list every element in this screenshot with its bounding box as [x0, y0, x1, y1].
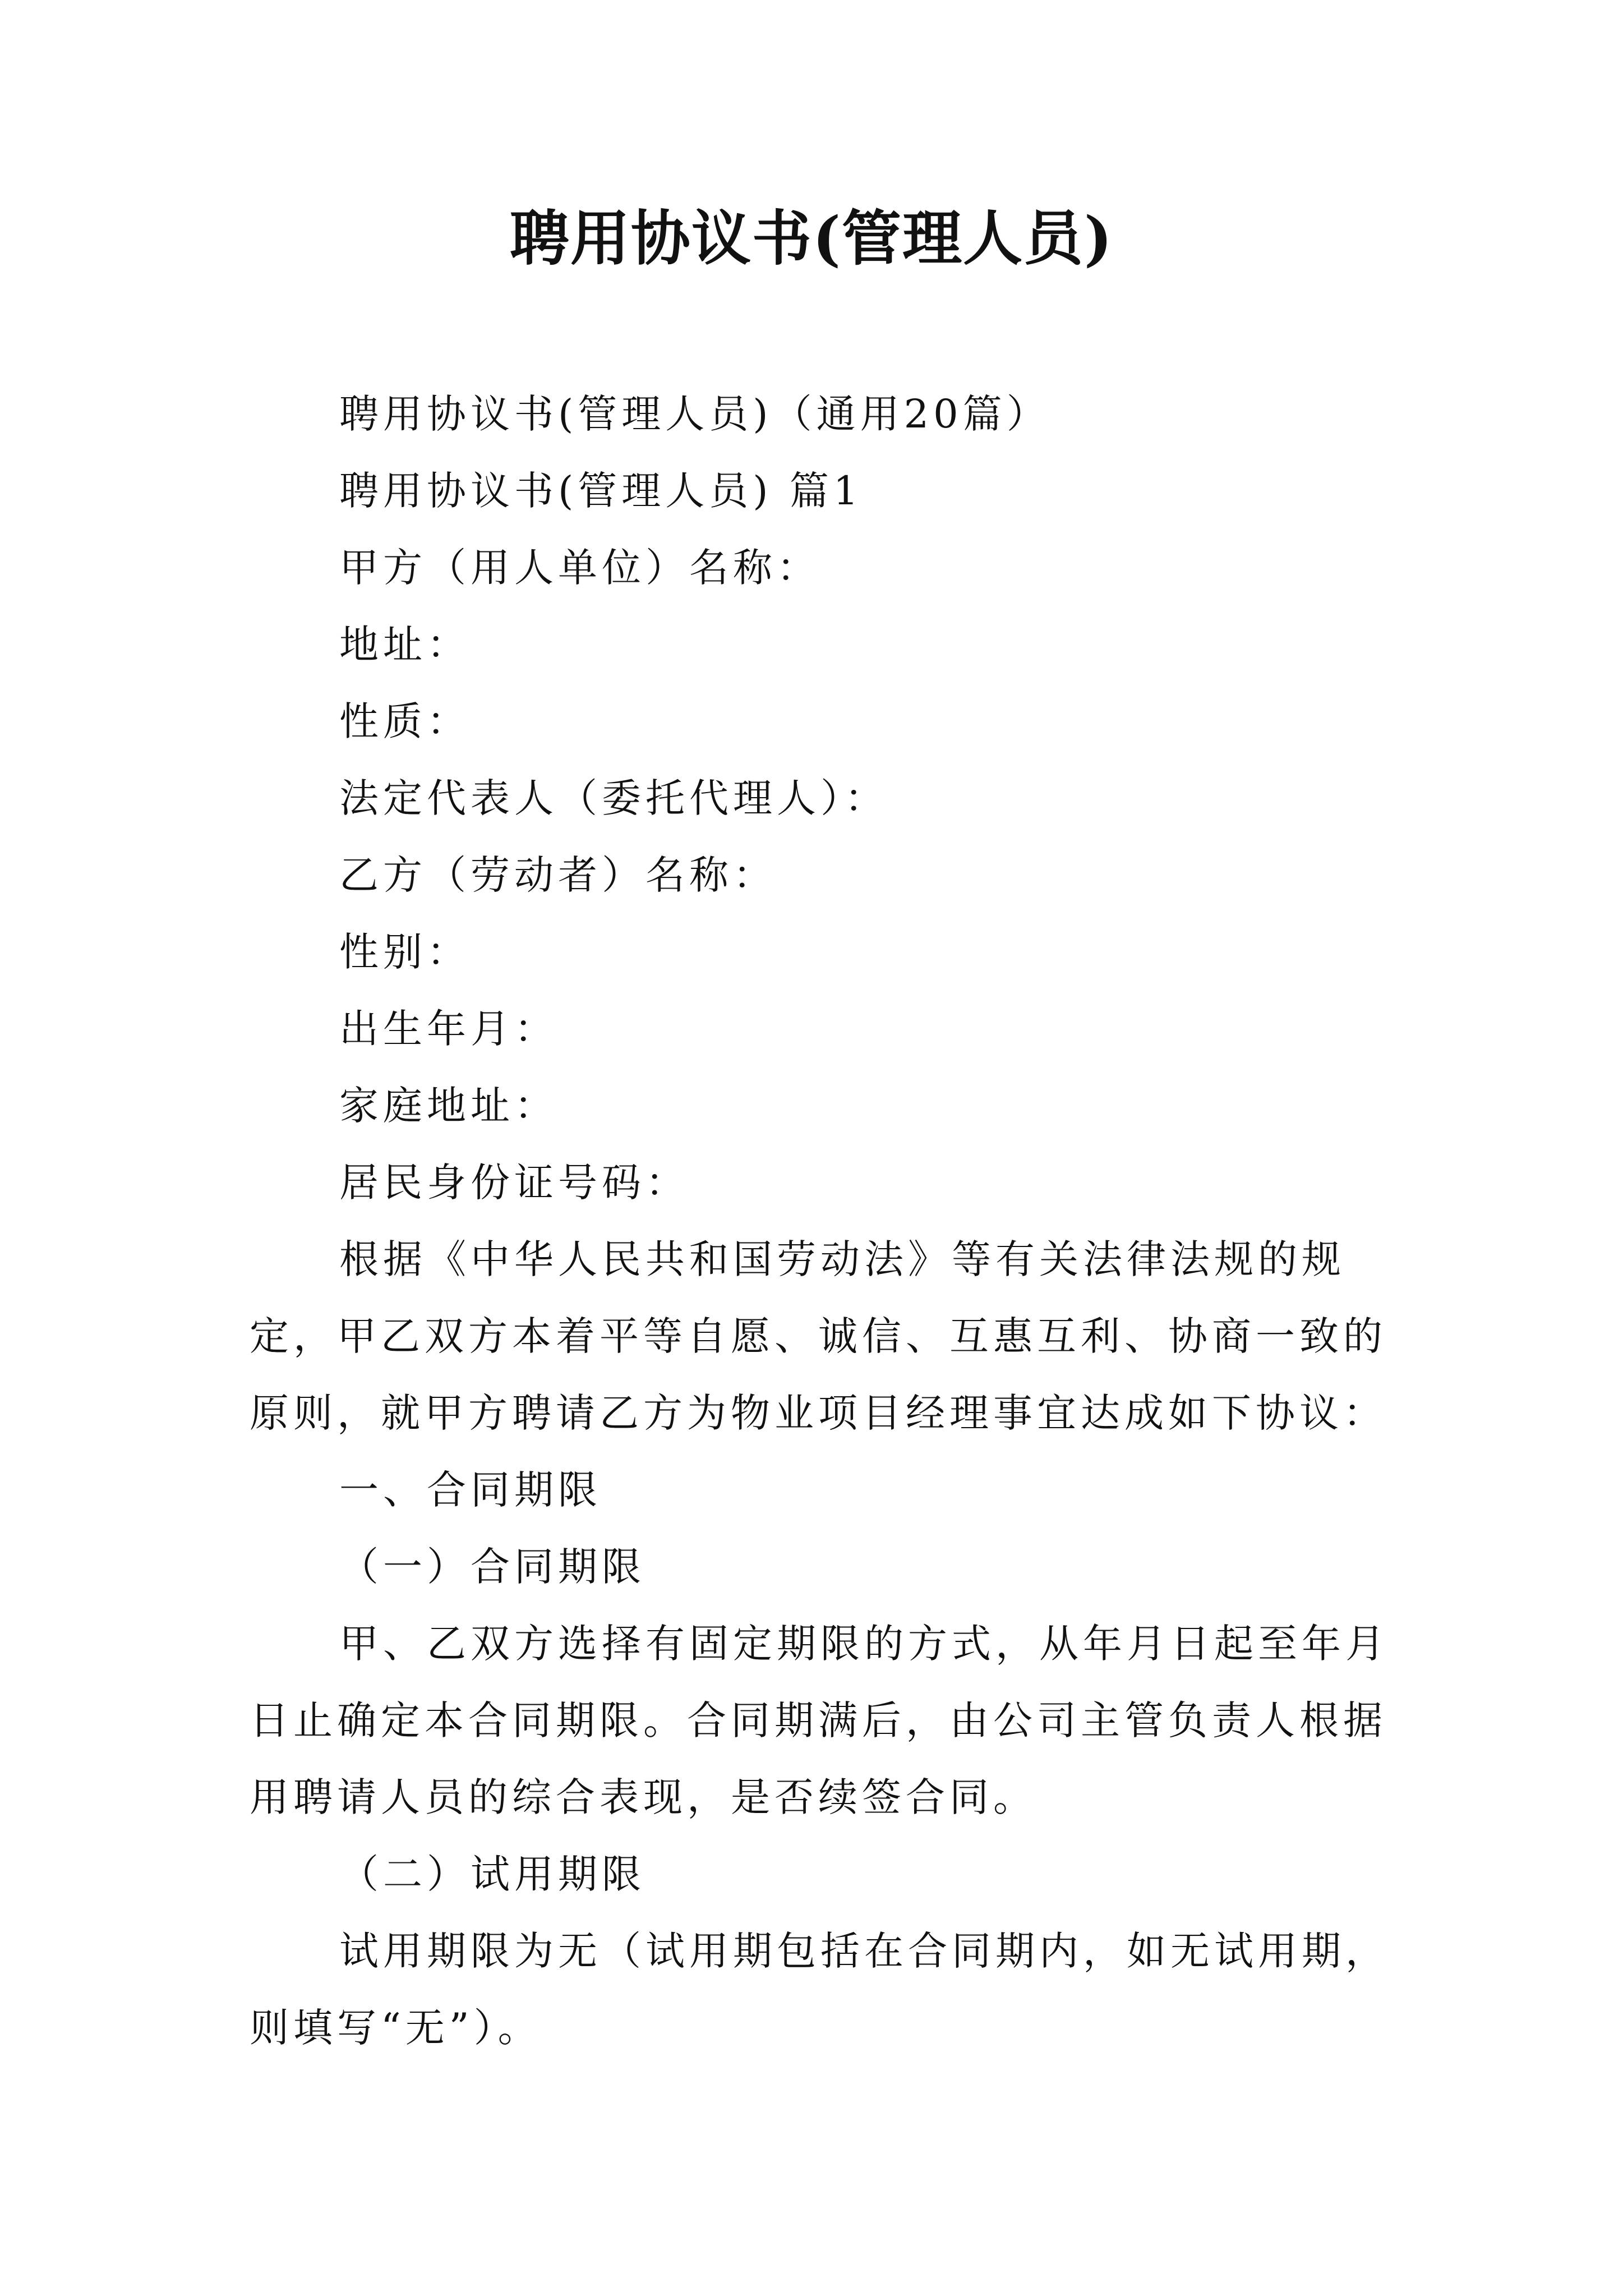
probation-paragraph: 试用期限为无（试用期包括在合同期内，如无试用期，则填写“无”）。 — [250, 1928, 1389, 2051]
home-address-field: 家庭地址： — [339, 1083, 558, 1129]
preamble-paragraph: 根据《中华人民共和国劳动法》等有关法律法规的规定，甲乙双方本着平等自愿、诚信、互惠互利、协商一致的原则，就甲方聘请乙方为物业项目经理事宜达成如下协议： — [250, 1236, 1387, 1436]
document-body — [250, 376, 1394, 2067]
contract-term-paragraph: 甲、乙双方选择有固定期限的方式，从年月日起至年月日止确定本合同期限。合同期满后，由公司主管负责人根据用聘请人员的综合表现，是否续签合同。 — [250, 1621, 1389, 1820]
section-heading: 聘用协议书(管理人员) 篇1 — [339, 468, 863, 514]
subtitle-line: 聘用协议书(管理人员)（通用20篇） — [339, 391, 1050, 437]
id-number-field: 居民身份证号码： — [339, 1159, 689, 1205]
subclause-heading: （一）合同期限 — [339, 1544, 645, 1590]
party-b-name-field: 乙方（劳动者）名称： — [339, 852, 777, 898]
legal-representative-field: 法定代表人（委托代理人）： — [339, 775, 888, 821]
birth-date-field: 出生年月： — [339, 1006, 558, 1052]
subclause-heading: （二）试用期限 — [339, 1851, 645, 1897]
clause-heading: 一、合同期限 — [339, 1467, 602, 1513]
party-a-name-field: 甲方（用人单位）名称： — [339, 545, 820, 591]
gender-field: 性别： — [339, 929, 471, 975]
party-a-nature-field: 性质： — [339, 698, 471, 744]
party-a-address-field: 地址： — [339, 622, 471, 668]
document-title: 聘用协议书(管理人员) — [509, 203, 1114, 273]
